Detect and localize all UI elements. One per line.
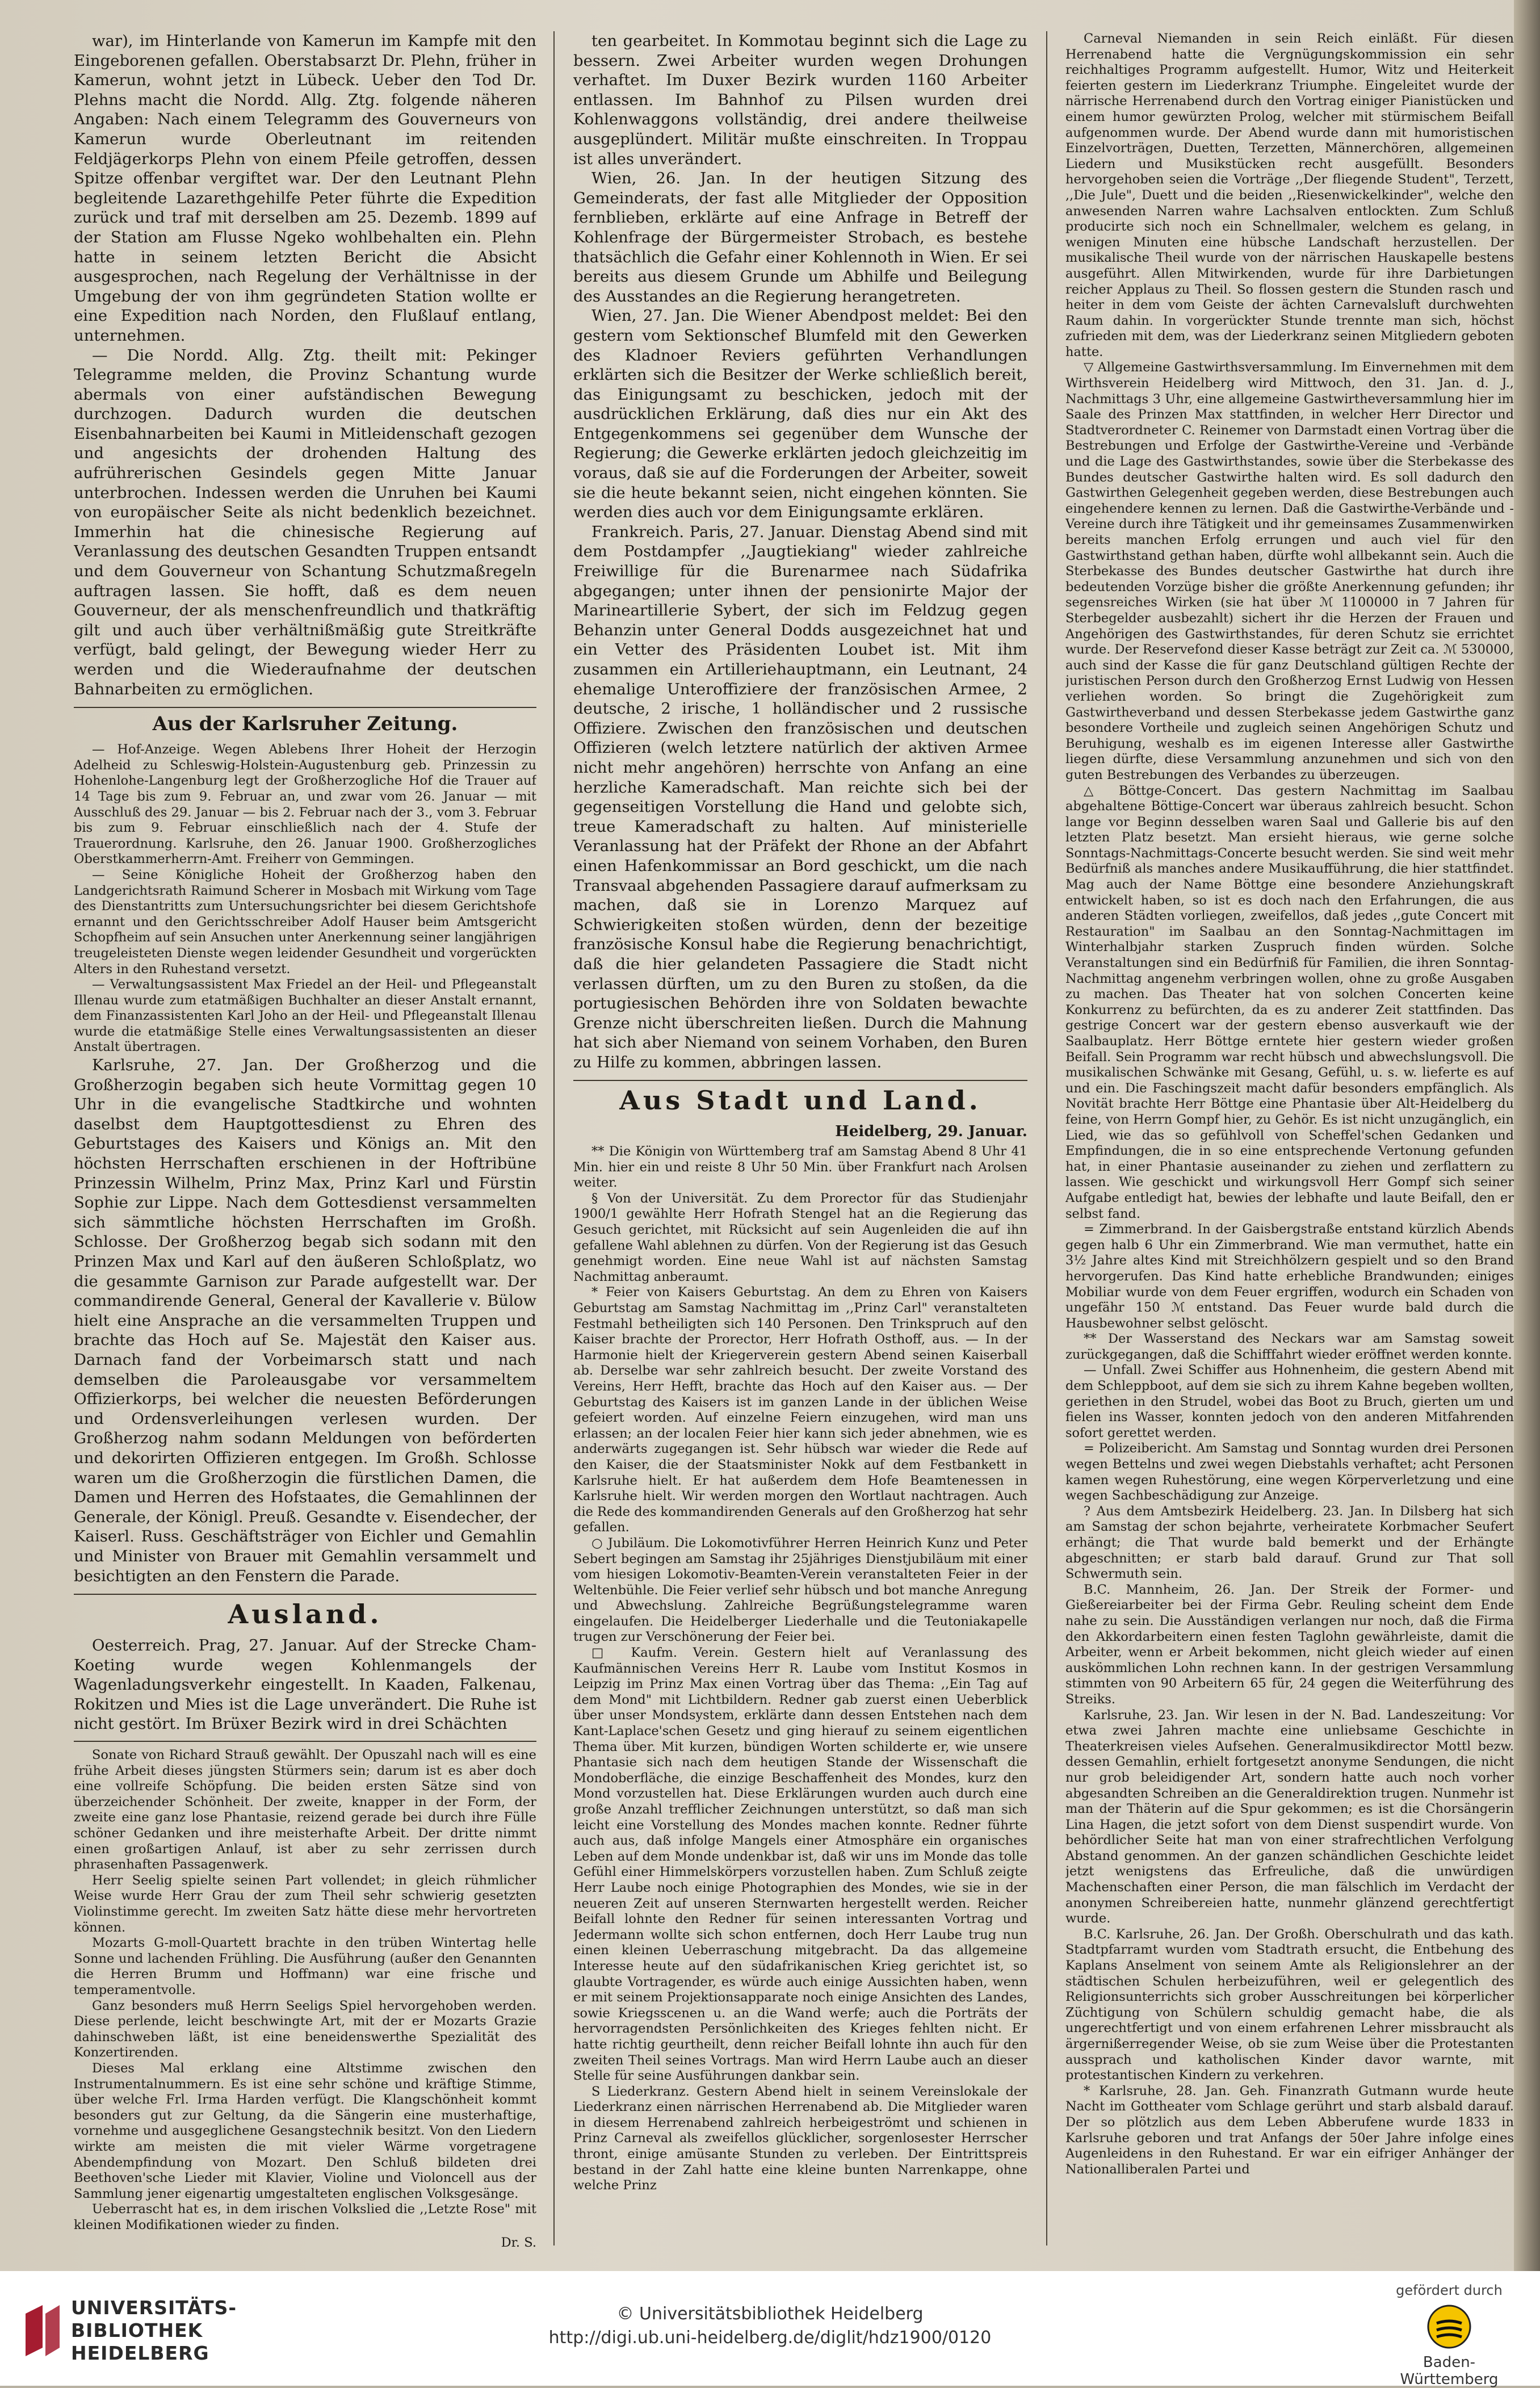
page-edge-shadow	[1514, 0, 1540, 2271]
article-paragraph: Wien, 26. Jan. In der heutigen Sitzung des Gemeinderats, der fast alle Mitglieder der Opposition fernblieben, erklärte auf eine Anfrage in Betreff der Kohlenfrage der Bürgermeister Strobach, es bestehe thatsächlich die Gefahr einer Kohlennoth in Wien. Er sei bereits aus diesem Grunde um Abhilfe und Beilegung des Ausstandes an die Regierung herangetreten.	[573, 169, 1027, 305]
column-rule	[553, 31, 555, 2245]
article-paragraph: ** Die Königin von Württemberg traf am Samstag Abend 8 Uhr 41 Min. hier ein und reiste 8 Uhr 50 Min. über Frankfurt nach Arolsen weiter.	[573, 1144, 1027, 1191]
column-2	[573, 31, 1027, 2263]
feuilleton-signature: Dr. S.	[501, 2235, 536, 2251]
baden-wuerttemberg-crest-icon[interactable]	[1426, 2304, 1472, 2349]
copyright-holder: Universitätsbibliothek Heidelberg	[639, 2304, 924, 2324]
funder-name: Baden-Württemberg	[1400, 2354, 1499, 2388]
section-heading-ausland: Ausland.	[74, 1594, 536, 1630]
article-paragraph: ▽ Allgemeine Gastwirthsversammlung. Im Einvernehmen mit dem Wirthsverein Heidelberg wird Mittwoch, den 31. Jan. d. J., Nachmittags 3 Uhr, eine allgemeine Gastwirtheversammlung hier im Saale des Prinzen Max stattfinden, in welcher Herr Director und Stadtverordneter C. Reinemer von Darmstadt einen Vortrag über die Bestrebungen und Erfolge der Gastwirthe-Vereine und -Verbände und die Lage des Gastwirthstandes, sowie über die Sterbekasse des Bundes deutscher Gastwirthe halten wird. Es soll dadurch den Gastwirthen Gelegenheit gegeben werden, diese Bestrebungen auch eingehendere kennen zu lernen. Daß die Gastwirthe-Verbände und -Vereine durch ihre Tätigkeit und ihr gemeinsames Zusammenwirken bereits manchen Erfolg errungen und auch viel für den Gastwirthstand gethan haben, dürfte wohl allbekannt sein. Auch die Sterbekasse des Bundes deutscher Gastwirthe hat durch ihre bedeutenden Vorzüge bisher die größte Anerkennung gefunden; ihr segensreiches Wirken (sie hat über ℳ 1100000 in 7 Jahren für Sterbegelder ausbezahlt) sichert ihr die Herzen der Frauen und Angehörigen des Gastwirthstandes, für deren Schutz sie errichtet wurde. Der Reservefond dieser Kasse beträgt zur Zeit ca. ℳ 530000, auch sind der Kasse die für ganz Deutschland gültigen Rechte der juristischen Person durch den Großherzog Ernst Ludwig von Hessen verliehen worden. So bringt die Zugehörigkeit zum Gastwirtheverband und dessen Sterbekasse jedem Gastwirthe ganz besondere Vortheile und zugleich seinen Angehörigen Schutz und Beruhigung, weshalb es im eigenen Interesse aller Gastwirthe liegen dürfte, diese Versammlung anzunehmen und sich von den guten Bestrebungen des Verbandes zu überzeugen.	[1065, 360, 1514, 782]
feuilleton-paragraph: Dieses Mal erklang eine Altstimme zwischen den Instrumentalnummern. Es ist eine sehr schöne und kräftige Stimme, über welche Frl. Irma Harden verfügt. Die Klangschönheit kommt besonders gut zur Geltung, da die Sängerin eine musterhaftige, vornehme und ausgeglichene Gesangstechnik besitzt. Von den Liedern wirkte am meisten die mit vieler Wärme vorgetragene Abendempfindung von Mozart. Den Schluß bildeten drei Beethoven'sche Lieder mit Klavier, Violine und Violoncell aus der Sammlung jener eigenartig umgestalteten englischen Volksgesänge.	[74, 2060, 536, 2201]
article-paragraph: — Seine Königliche Hoheit der Großherzog haben den Landgerichtsrath Raimund Scherer in Mosbach mit Wirkung vom Tage des Dienstantritts zum Untersuchungsrichter bei diesem Gerichtshofe ernannt und den Gerichtsschreiber Adolf Hauser beim Amtsgericht Schopfheim auf sein Ansuchen unter Anerkennung seiner langjährigen treugeleisteten Dienste wegen leidender Gesundheit und vorgerückten Alters in den Ruhestand versetzt.	[74, 867, 536, 977]
library-name-line: BIBLIOTHEK	[71, 2319, 203, 2341]
article-paragraph: — Unfall. Zwei Schiffer aus Hohnenheim, die gestern Abend mit dem Schleppboot, auf dem sie sich zu ihrem Kahne begeben wollten, geriethen in den Strudel, wobei das Boot zu Bruch, gierten um und fielen ins Wasser, konnten jedoch von den anderen Mitfahrenden sofort gerettet werden.	[1065, 1363, 1514, 1440]
article-paragraph: B.C. Mannheim, 26. Jan. Der Streik der Former- und Gießereiarbeiter bei der Firma Gebr. Reuling scheint dem Ende nahe zu sein. Die Ausständigen verlangen nur noch, daß die Firma den Akkordarbeitern einen festen Taglohn gewährleiste, damit die Arbeiter, wenn er Arbeit bekommen, nicht gleich wieder auf einen auskömmlichen Lohn rechnen kann. In der gestrigen Versammlung stimmten von 90 Arbeitern 65 für, 24 gegen die Weiterführung des Streiks.	[1065, 1582, 1514, 1707]
article-paragraph: Carneval Niemanden in sein Reich einläßt. Für diesen Herrenabend hatte die Vergnügungskommission ein sehr reichhaltiges Programm aufgestellt. Humor, Witz und Heiterkeit feierten gestern im Liederkranz Triumphe. Eingeleitet wurde der närrische Herrenabend durch den Vortrag einiger Pianistücken und einem humor gewürzten Prolog, welcher mit stürmischem Beifall aufgenommen wurde. Der Abend wurde dann mit humoristischen Einzelvorträgen, Duetten, Terzetten, Männerchören, allgemeinen Liedern und Musikstücken recht ausgefüllt. Besonders hervorgehoben seien die Vorträge ,,Der fliegende Student", Terzett, ,,Die Jule", Duett und die beiden ,,Riesenwickelkinder", welche den anwesenden Narren wahre Lachsalven entlockten. Zum Schluß producirte sich noch ein Schnellmaler, welchem es gelang, in wenigen Minuten eine hübsche Landschaft herzustellen. Der musikalische Theil wurde von der närrischen Hauskapelle bestens ausgeführt. Allen Mitwirkenden, wurde für ihre Darbietungen reicher Applaus zu Theil. So flossen gestern die Stunden rasch und heiter in dem vom Geiste der ächten Carnevalsluft durchwehten Raum dahin. In vorgerückter Stunde trennte man sich, höchst zufrieden mit dem, was der Liederkranz seinen Mitgliedern geboten hatte.	[1065, 31, 1514, 359]
feuilleton-paragraph: Ganz besonders muß Herrn Seeligs Spiel hervorgehoben werden. Diese perlende, leicht beschwingte Art, mit der er Mozarts Grazie dahinschweben läßt, ist eine beneidenswerthe Spezialität des Konzertirenden.	[74, 1998, 536, 2060]
library-name-line: UNIVERSITÄTS-	[71, 2297, 237, 2319]
article-paragraph: = Polizeibericht. Am Samstag und Sonntag wurden drei Personen wegen Bettelns und zwei wegen Diebstahls verhaftet; acht Personen kamen wegen Ruhestörung, eine wegen Körperverletzung und eine wegen Sachbeschädigung zur Anzeige.	[1065, 1441, 1514, 1503]
article-paragraph: — Verwaltungsassistent Max Friedel an der Heil- und Pflegeanstalt Illenau wurde zum etatmäßigen Buchhalter an dieser Anstalt ernannt, dem Finanzassistenten Karl Joho an der Heil- und Pflegeanstalt Illenau wurde die etatmäßige Stelle eines Verwaltungsassistenten an dieser Anstalt übertragen.	[74, 977, 536, 1055]
column-rule	[1046, 31, 1047, 2245]
article-paragraph: = Zimmerbrand. In der Gaisbergstraße entstand kürzlich Abends gegen halb 6 Uhr ein Zimmerbrand. Wie man vermuthet, hatte ein 3½ Jahre altes Kind mit Streichhölzern gespielt und so den Brand hervorgerufen. Das Kind hatte erhebliche Brandwunden; einiges Mobiliar wurde von dem Feuer ergriffen, wodurch ein Schaden von ungefähr 150 ℳ entstand. Das Feuer wurde bald durch die Hausbewohner selbst gelöscht.	[1065, 1222, 1514, 1331]
article-paragraph: ○ Jubiläum. Die Lokomotivführer Herren Heinrich Kunz und Peter Sebert begingen am Samstag ihr 25jähriges Dienstjubiläum mit einer vom hiesigen Lokomotiv-Beamten-Verein veranstalteten Feier in der Weltenbühle. Die Feier verlief sehr hübsch und bot manche Anregung und Abwechslung. Zahlreiche Begrüßungstelegramme waren eingelaufen. Die Heidelberger Liederhalle und die Teutoniakapelle trugen zur Verschönerung der Feier bei.	[573, 1535, 1027, 1645]
permalink[interactable]: http://digi.ub.uni-heidelberg.de/diglit/hdz1900/0120	[548, 2328, 992, 2348]
article-paragraph: △ Böttge-Concert. Das gestern Nachmittag im Saalbau abgehaltene Böttige-Concert war überaus zahlreich besucht. Schon lange vor Beginn desselben waren Saal und Gallerie bis auf den letzten Platz besetzt. Man ersieht hieraus, wie gerne solche Sonntags-Nachmittags-Concerte besucht werden. Sie sind weit mehr Bedürfniß als manches andere Musikaufführung, die hier stattfindet. Mag auch der Name Böttge eine besondere Anziehungskraft entwickelt haben, so ist es doch nach den Erfahrungen, die aus anderen Städten vorliegen, zweifellos, daß jedes ,,gute Concert mit Restauration" im Saalbau an den Sonntag-Nachmittagen im Winterhalbjahr starken Zuspruch finden würden. Solche Veranstaltungen sind ein Bedürfniß für Familien, die ihren Sonntag-Nachmittag angenehm verbringen wollen, ohne zu große Ausgaben zu machen. Das Theater hat von solchen Concerten keine Konkurrenz zu befürchten, da es zu anderer Zeit stattfinden. Das gestrige Concert war der gestern ebenso ausverkauft wie der Saalbauplatz. Herr Böttge erntete hier gestern wieder großen Beifall. Sein Programm war recht hübsch und abwechslungsvoll. Die musikalischen Schwänke mit Gesang, Gefühl, u. s. w. lieferte es auf und ein. Die Faschingszeit macht dafür besonders empfänglich. Als Novität brachte Herr Böttge eine Phantasie über Alt-Heidelberg du feine, von Herrn Gompf hier, zu Gehör. Es ist nicht unzugänglich, ein Lied, wie das so gefühlvoll von Scheffel'schen Gedanken und Empfindungen, die in so eine entsprechende Vertonung gefunden hat, in einer Phantasie auseinander zu ziehen und zerflattern zu lassen. Wie geschickt und wirkungsvoll Herr Gompf sich seiner Aufgabe entledigt hat, bewies der lebhafte und laute Beifall, den er selbst fand.	[1065, 783, 1514, 1221]
article-paragraph: ? Aus dem Amtsbezirk Heidelberg. 23. Jan. In Dilsberg hat sich am Samstag der schon bejahrte, verheiratete Korbmacher Seufert erhängt; die That wurde bald bemerkt und der Erhängte abgeschnitten; er starb bald darauf. Grund zur That soll Schwermuth sein.	[1065, 1503, 1514, 1582]
article-paragraph: Oesterreich. Prag, 27. Januar. Auf der Strecke Cham-Koeting wurde wegen Kohlenmangels der Wagenladungsverkehr eingestellt. In Kaaden, Falkenau, Rokitzen und Mies ist die Lage unverändert. Die Ruhe ist nicht gestört. Im Brüxer Bezirk wird in drei Schächten	[74, 1636, 536, 1733]
article-paragraph: * Feier von Kaisers Geburtstag. An dem zu Ehren von Kaisers Geburtstag am Samstag Nachmittag im ,,Prinz Carl" veranstalteten Festmahl betheiligten sich 140 Personen. Den Trinkspruch auf den Kaiser brachte der Prorector, Herr Hofrath Osthoff, aus. — In der Harmonie hielt der Kriegerverein gestern Abend seinen Kaiserball ab. Derselbe war sehr zahlreich besucht. Der zweite Vorstand des Vereins, Herr Hefft, brachte das Hoch auf den Kaiser aus. — Der Geburtstag des Kaisers ist im ganzen Lande in der üblichen Weise gefeiert worden. Auf einzelne Feiern einzugehen, wird man uns erlassen; an der localen Feier hier kann sich jeder abnehmen, wie es anderwärts zugegangen ist. Sehr hübsch war wieder die Rede auf den Kaiser, die der Staatsminister Nokk auf dem Festbankett in Karlsruhe hielt. Er hat außerdem dem Hofe Beamtenessen in Karlsruhe hielt. Wir werden morgen den Wortlaut nachtragen. Auch die Rede des kommandirenden Generals auf den Großherzog hat sehr gefallen.	[573, 1285, 1027, 1535]
funding-notice	[1384, 2282, 1514, 2388]
article-paragraph: Karlsruhe, 27. Jan. Der Großherzog und die Großherzogin begaben sich heute Vormittag gegen 10 Uhr in die evangelische Stadtkirche und wohnten daselbst dem Hauptgottesdienst zu Ehren des Geburtstages des Kaisers und Königs an. Mit den höchsten Herrschaften erschienen in der Hoftribüne Prinzessin Wilhelm, Prinz Max, Prinz Karl und Fürstin Sophie zur Lippe. Nach dem Gottesdienst versammelten sich sämmtliche höchsten Herrschaften im Großh. Schlosse. Der Großherzog begab sich sodann mit den Prinzen Max und Karl auf den äußeren Schloßplatz, wo die gesammte Garnison zur Parade aufgestellt war. Der commandirende General, General der Kavallerie v. Bülow hielt eine Ansprache an die versammelten Truppen und brachte das Hoch auf Se. Majestät den Kaiser aus. Darnach fand der Vorbeimarsch statt und nach demselben die Paroleausgabe vor versammeltem Offizierkorps, bei welcher die neuesten Beförderungen und Ordensverleihungen verlesen wurden. Der Großherzog nahm sodann Meldungen von beförderten und dekorirten Offizieren entgegen. Im Großh. Schlosse waren um die Großherzogin die fürstlichen Damen, die Damen und Herren des Hofstaates, die Gemahlinnen der Generale, der Königl. Preuß. Gesandte v. Eisendecher, der Kaiserl. Russ. Geschäftsträger von Eichler und Gemahlin und Minister von Brauer mit Gemahlin versammelt und besichtigten an den Fenstern die Parade.	[74, 1056, 536, 1585]
article-paragraph: — Die Nordd. Allg. Ztg. theilt mit: Pekinger Telegramme melden, die Provinz Schantung wurde abermals von einer aufständischen Bewegung durchzogen. Dadurch wurden die deutschen Eisenbahnarbeiten bei Kaumi in Mitleidenschaft gezogen und angesichts der drohenden Haltung des aufrührerischen Gesindels gegen Mitte Januar unterbrochen. Indessen werden die Unruhen bei Kaumi von europäischer Seite als nicht bedenklich bezeichnet. Immerhin hat die chinesische Regierung auf Veranlassung des deutschen Gesandten Truppen entsandt und dem Gouverneur von Schantung Schutzmaßregeln auftragen lassen. Sie hofft, daß es dem neuen Gouverneur, der als menschenfreundlich und thatkräftig gilt und auch über verhältnißmäßig gute Streitkräfte verfügt, bald gelingt, der Bewegung wieder Herr zu werden und die Wiederaufnahme der deutschen Bahnarbeiten zu ermöglichen.	[74, 346, 536, 698]
section-heading-karlsruher-zeitung: Aus der Karlsruher Zeitung.	[74, 707, 536, 736]
column-1	[74, 31, 536, 2263]
library-name-line: HEIDELBERG	[71, 2342, 209, 2364]
article-paragraph: B.C. Karlsruhe, 26. Jan. Der Großh. Oberschulrath und das kath. Stadtpfarramt wurden vom Stadtrath ersucht, die Entbehung des Kaplans Anselment von seinem Amte als Religionslehrer an der städtischen Schulen herbeizuführen, weil er gelegentlich des Religionsunterrichts sich grober Ausschreitungen bei körperlicher Züchtigung von Schülern schuldig gemacht habe, die als ungerechtfertigt und von einem erfahrenen Lehrer missbraucht als ärgernißerregender Weise, ob sie zum Weise über die Protestanten aussprach und katholischen Kinder davor warnte, mit protestantischen Kindern zu verkehren.	[1065, 1926, 1514, 2083]
article-paragraph: ** Der Wasserstand des Neckars war am Samstag soweit zurückgegangen, daß die Schifffahrt wieder eröffnet werden konnte.	[1065, 1331, 1514, 1362]
copyright-icon: ©	[616, 2304, 634, 2324]
article-paragraph: S Liederkranz. Gestern Abend hielt in seinem Vereinslokale der Liederkranz einen närrischen Herrenabend ab. Die Mitglieder waren in diesem Herrenabend zahlreich herbeigeströmt und schienen in Prinz Carneval als zweifellos glücklicher, sorgenlosester Herrscher thront, einige amüsante Stunden zu verleben. Der Eintrittspreis bestand in der Zahl hatte eine kleine bunten Narrenkappe, ohne welche Prinz	[573, 2084, 1027, 2193]
article-paragraph: — Hof-Anzeige. Wegen Ablebens Ihrer Hoheit der Herzogin Adelheid zu Schleswig-Holstein-Augustenburg geb. Prinzessin zu Hohenlohe-Langenburg legt der Großherzogliche Hof die Trauer auf 14 Tage bis zum 9. Februar an, und zwar vom 26. Januar — mit Ausschluß des 29. Januar — bis 2. Februar nach der 3., vom 3. Februar bis zum 9. Februar einschließlich nach der 4. Stufe der Trauerordnung. Karlsruhe, den 26. Januar 1900. Großherzogliches Oberstkammerherrn-Amt. Freiherr von Gemmingen.	[74, 742, 536, 867]
feuilleton-paragraph: Ueberrascht hat es, in dem irischen Volkslied die ,,Letzte Rose" mit kleinen Modifikationen wieder zu finden.	[74, 2202, 536, 2232]
article-paragraph: ten gearbeitet. In Kommotau beginnt sich die Lage zu bessern. Zwei Arbeiter wurden wegen Drohungen verhaftet. Im Duxer Bezirk wurden 1160 Arbeiter entlassen. Im Bahnhof zu Pilsen wurden drei Kohlenwaggons vollständig, drei andere theilweise ausgeplündert. Militär mußte einschreiten. In Troppau ist alles unverändert.	[573, 32, 1027, 168]
feuilleton-divider	[74, 1741, 536, 1742]
article-paragraph: □ Kaufm. Verein. Gestern hielt auf Veranlassung des Kaufmännischen Vereins Herr R. Laube vom Institut Kosmos in Leipzig im Prinz Max einen Vortrag über das Thema: ,,Ein Tag auf dem Mond" mit Lichtbildern. Redner gab zuerst einen Ueberblick über unser Mondsystem, erklärte dann dessen Entstehen nach dem Kant-Laplace'schen Gesetz und ging hierauf zu seinem eigentlichen Thema über. Mit kurzen, bündigen Worten schilderte er, wie unsere Phantasie sich nach dem heutigen Stande der Wissenschaft die Mondoberfläche, die einzige Beschaffenheit des Mondes, kurz den Mond vorzustellen hat. Diese Erklärungen wurden auch durch eine große Anzahl trefflicher Zeichnungen unterstützt, so daß man sich leicht eine Vorstellung des Mondes machen konnte. Redner führte auch aus, daß infolge Mangels einer Atmosphäre ein organisches Leben auf dem Monde undenkbar ist, daß wir uns im Monde das tolle Gefühl einer Himmelskörpers vorzustellen haben. Zum Schluß zeigte Herr Laube noch einige Photographien des Mondes, wie sie in der neueren Zeit auf unseren Sternwarten hergestellt werden. Reicher Beifall lohnte den Redner für seinen interessanten Vortrag und Jedermann wollte sich schon entfernen, doch Herr Laube trug nun einen kleinen Ueberraschung mitgebracht. Da das allgemeine Interesse heute auf den südafrikanischen Krieg gerichtet ist, so glaubte Vortragender, es würde auch einige Aussichten haben, wenn er mit seinem Projektionsapparate noch einige Ansichten des Landes, sowie Kriegsscenen u. an die Wand werfe; auch die Porträts der hervorragendsten Persönlichkeiten des Krieges fehlten nicht. Er hatte richtig geurtheilt, denn reicher Beifall lohnte ihn auch für den zweiten Theil seines Vortrags. Man wird Herrn Laube auch an dieser Stelle für seine Ausführungen dankbar sein.	[573, 1645, 1027, 2084]
copyright-notice	[0, 2304, 1540, 2324]
section-heading-aus-stadt-und-land: Aus Stadt und Land.	[573, 1080, 1027, 1116]
article-paragraph: war), im Hinterlande von Kamerun im Kampfe mit den Eingeborenen gefallen. Oberstabsarzt Dr. Plehn, früher in Kamerun, wohnt jetzt in Lübeck. Ueber den Tod Dr. Plehns macht die Nordd. Allg. Ztg. folgende näheren Angaben: Nach einem Telegramm des Gouverneurs von Kamerun wurde Oberleutnant im reitenden Feldjägerkorps Plehn von einem Pfeile getroffen, dessen Spitze offenbar vergiftet war. Der den Leutnant Plehn begleitende Lazarethgehilfe Peter führte die Expedition zurück und traf mit derselben am 25. Dezemb. 1899 auf der Station am Flusse Ngeko wohlbehalten ein. Plehn hatte in seinem letzten Bericht die Absicht ausgesprochen, nach Regelung der Verhältnisse in der Umgebung der von ihm gegründeten Station wollte er eine Expedition nach Norden, den Flußlauf entlang, unternehmen.	[74, 32, 536, 345]
digitization-footer	[0, 2271, 1540, 2386]
funded-by-label: gefördert durch	[1396, 2282, 1503, 2298]
article-paragraph: Karlsruhe, 23. Jan. Wir lesen in der N. Bad. Landeszeitung: Vor etwa zwei Jahren machte eine unliebsame Geschichte in Theaterkreisen vieles Aufsehen. Generalmusikdirector Mottl bezw. dessen Gemahlin, erhielt fortgesetzt anonyme Sendungen, die nicht nur grob beleidigender Art, sondern hatte auch noch vorher abgesandten Schreiben an die Generaldirektion trugen. Nunmehr ist man der Thäterin auf die Spur gekommen; es ist die Chorsängerin Lina Hagen, die jetzt sofort von dem Dienst suspendirt wurde. Von behördlicher Seite hat man von einer strafrechtlichen Verfolgung Abstand genommen. An der ganzen schändlichen Geschichte leidet jetzt wenigstens das Erfreuliche, daß die unwürdigen Machenschaften einer Person, die man fälschlich im Verdacht der anonymen Schreibereien hatte, nunmehr glänzend gerechtfertigt wurde.	[1065, 1707, 1514, 1926]
feuilleton-paragraph: Mozarts G-moll-Quartett brachte in den trüben Wintertag helle Sonne und lachenden Frühling. Die Ausführung (außer den Genannten die Herren Brumm und Hoffmann) war eine frische und temperamentvolle.	[74, 1935, 536, 1997]
column-3	[1065, 31, 1514, 2263]
article-paragraph: Frankreich. Paris, 27. Januar. Dienstag Abend sind mit dem Postdampfer ,,Jaugtiekiang" wieder zahlreiche Freiwillige für die Burenarmee nach Südafrika abgegangen; unter ihnen der pensionirte Major der Marineartillerie Sybert, der sich im Feldzug gegen Behanzin unter General Dodds ausgezeichnet hat und ein Vetter des Präsidenten Loubet ist. Mit ihm zusammen ein Artilleriehauptmann, ein Leutnant, 24 ehemalige Unteroffiziere der französischen Armee, 2 deutsche, 2 irische, 1 holländischer und 2 russische Offiziere. Zwischen den französischen und deutschen Offizieren (welch letztere natürlich der aktiven Armee nicht mehr angehören) herrschte von Anfang an eine herzliche Kameradschaft. Man reichte sich bei der gegenseitigen Vorstellung die Hand und gelobte sich, treue Kameradschaft zu halten. Auf ministerielle Veranlassung hat der Präfekt der Rhone an der Abfahrt einen Hafenkommissar an Bord geschickt, um die nach Transvaal abgehenden Passagiere darauf aufmerksam zu machen, daß sie in Lorenzo Marquez auf Schwierigkeiten stoßen würden, denn der bezeitige französische Konsul habe die Regierung benachrichtigt, daß die hier gelandeten Passagiere die Stadt nicht verlassen dürften, um zu den Buren zu stoßen, da die portugiesischen Behörden ihre von Soldaten bewachte Grenze nicht überschreiten ließen. Durch die Mahnung hat sich aber Niemand von seinem Vorhaben, den Buren zu Hilfe zu kommen, abbringen lassen.	[573, 522, 1027, 1071]
dateline: Heidelberg, 29. Januar.	[835, 1123, 1027, 1141]
feuilleton-paragraph: Sonate von Richard Strauß gewählt. Der Opuszahl nach will es eine frühe Arbeit dieses jüngsten Stürmers sein; darum ist es aber doch eine vollreife Schöpfung. Die beiden ersten Sätze sind von überzeichender Schönheit. Der zweite, knapper in der Form, der zweite eine ganz lose Phantasie, reizend gerade bei durch ihre Fülle schöner Gedanken und ihre meisterhafte Arbeit. Der dritte nimmt einen großartigen Anlauf, ist aber zu sehr zerrissen durch phrasenhaften Passagenwerk.	[74, 1748, 536, 1872]
article-paragraph: * Karlsruhe, 28. Jan. Geh. Finanzrath Gutmann wurde heute Nacht im Gottheater vom Schlage gerührt und starb alsbald darauf. Der so plötzlich aus dem Leben Abberufene wurde 1833 in Karlsruhe geboren und trat Anfangs der 50er Jahre infolge eines Augenleidens in den Ruhestand. Er war ein eifriger Anhänger der Nationalliberalen Partei und	[1065, 2083, 1514, 2177]
article-paragraph: § Von der Universität. Zu dem Prorector für das Studienjahr 1900/1 gewählte Herr Hofrath Stengel hat an die Regierung das Gesuch gerichtet, mit Rücksicht auf sein Augenleiden die auf ihn gefallene Wahl ablehnen zu dürfen. Von der Regierung ist das Gesuch genehmigt worden. Eine neue Wahl ist auf nächsten Samstag Nachmittag anberaumt.	[573, 1191, 1027, 1284]
feuilleton-paragraph: Herr Seelig spielte seinen Part vollendet; in gleich rühmlicher Weise wurde Herr Grau der zum Theil sehr schwierig gesetzten Violinstimme gerecht. Im zweiten Satz hätte diese mehr hervortreten können.	[74, 1872, 536, 1935]
article-paragraph: Wien, 27. Jan. Die Wiener Abendpost meldet: Bei den gestern vom Sektionschef Blumfeld mit den Gewerken des Kladnoer Reviers geführten Verhandlungen erklärten sich die Besitzer der Werke schließlich bereit, das Einigungsamt zu beschicken, jedoch mit der ausdrücklichen Erklärung, daß dies nur ein Akt des Entgegenkommens sei gegenüber dem Wunsche der Regierung; die Gewerke erklärten jedoch gleichzeitig im voraus, daß sie auf die Forderungen der Arbeiter, soweit sie die heute bekannt seien, nicht eingehen könnten. Sie werden dies auch vor dem Einigungsamte erklären.	[573, 307, 1027, 522]
